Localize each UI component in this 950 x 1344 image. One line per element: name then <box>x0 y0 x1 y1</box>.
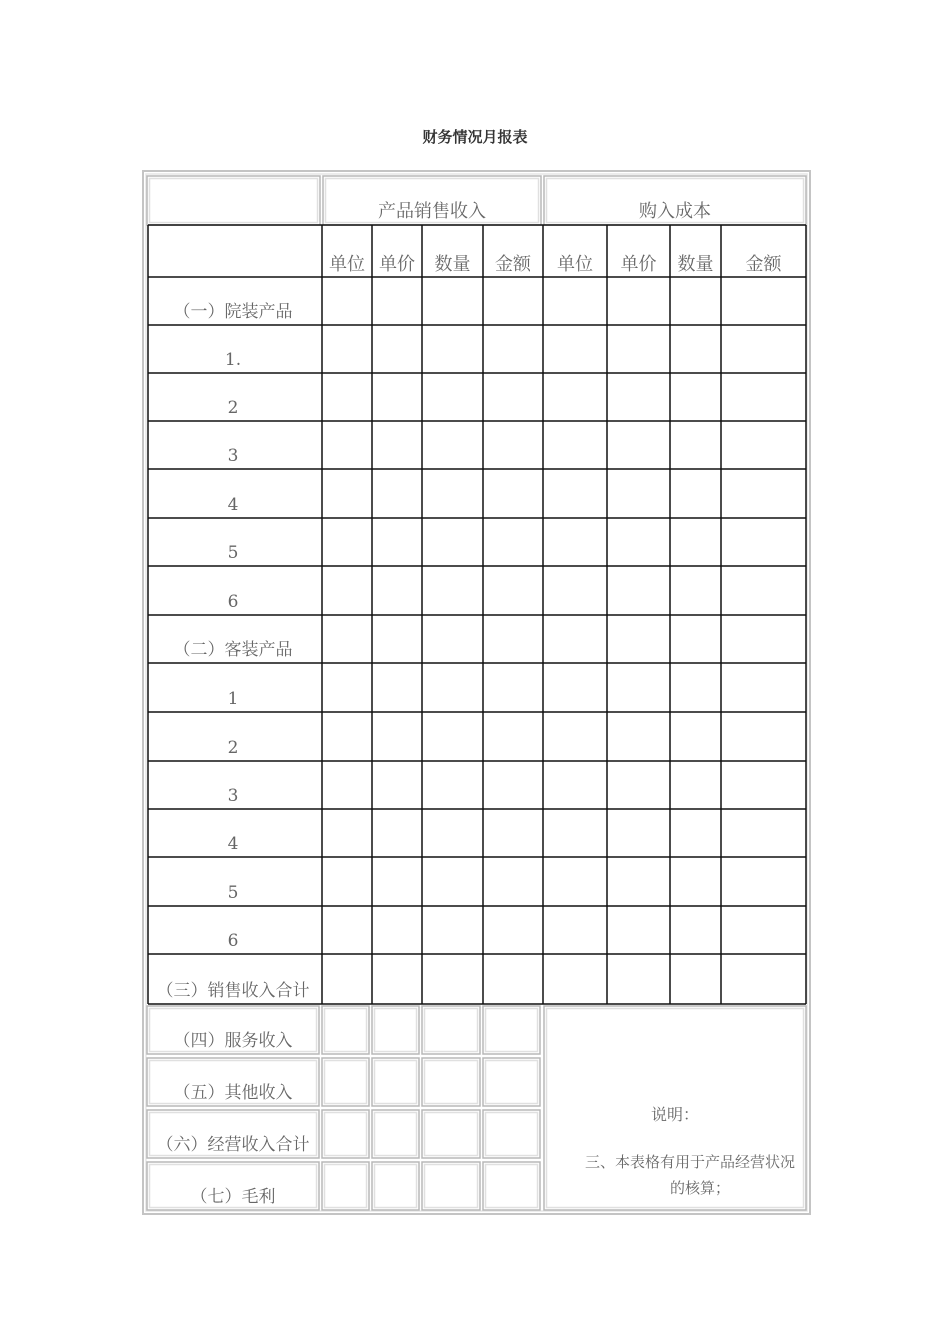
row-label: 4 <box>227 834 239 854</box>
row-label: 5 <box>227 543 239 563</box>
header-empty-cell <box>147 176 320 225</box>
bottom-value-cell-inner <box>325 1009 367 1052</box>
bottom-value-cell <box>372 1162 419 1210</box>
column-header: 金额 <box>745 254 782 275</box>
bottom-value-cell <box>483 1110 540 1158</box>
row-label: 3 <box>227 786 239 806</box>
bottom-value-cell-inner <box>425 1061 478 1104</box>
bottom-value-cell <box>422 1162 480 1210</box>
bottom-value-cell-inner <box>486 1113 538 1156</box>
bottom-row-label: （六）经营收入合计 <box>156 1135 310 1155</box>
group-header-cost: 购入成本 <box>639 201 711 222</box>
column-header: 金额 <box>495 254 531 275</box>
bottom-value-cell <box>322 1006 369 1054</box>
note-line-1: 三、本表格有用于产品经营状况 <box>584 1153 796 1171</box>
bottom-value-cell <box>422 1058 480 1106</box>
column-header: 数量 <box>434 254 471 275</box>
bottom-value-cell-inner <box>375 1165 417 1208</box>
row-label: 5 <box>227 883 239 903</box>
column-header: 数量 <box>677 254 714 275</box>
row-label: 1. <box>224 350 242 370</box>
column-header: 单位 <box>329 254 365 275</box>
bottom-value-cell <box>483 1162 540 1210</box>
bottom-value-cell-inner <box>425 1009 478 1052</box>
row-label: 1 <box>227 689 239 709</box>
row-label: （一）院装产品 <box>173 302 293 322</box>
bottom-value-cell <box>422 1006 480 1054</box>
bottom-value-cell-inner <box>425 1113 478 1156</box>
bottom-value-cell-inner <box>325 1113 367 1156</box>
bottom-value-cell <box>372 1058 419 1106</box>
bottom-value-cell-inner <box>375 1061 417 1104</box>
bottom-value-cell <box>372 1006 419 1054</box>
row-label: 2 <box>227 738 239 758</box>
bottom-value-cell <box>422 1110 480 1158</box>
row-label: 6 <box>227 592 239 612</box>
bottom-value-cell <box>322 1110 369 1158</box>
table-outer-border-inner <box>146 174 807 1211</box>
bottom-row-label: （七）毛利 <box>190 1187 276 1207</box>
row-label: 6 <box>227 931 239 951</box>
column-header: 单价 <box>379 254 415 275</box>
column-header: 单位 <box>557 254 593 275</box>
group-header-sales: 产品销售收入 <box>378 201 486 222</box>
bottom-value-cell-inner <box>486 1061 538 1104</box>
bottom-value-cell-inner <box>325 1061 367 1104</box>
bottom-value-cell <box>322 1162 369 1210</box>
header-empty-cell-inner <box>150 179 318 223</box>
bottom-value-cell-inner <box>486 1165 538 1208</box>
row-label: 3 <box>227 446 239 466</box>
row-label: 4 <box>227 495 239 515</box>
row-label: （三）销售收入合计 <box>156 981 310 1001</box>
bottom-value-cell <box>372 1110 419 1158</box>
bottom-value-cell-inner <box>425 1165 478 1208</box>
bottom-row-label: （四）服务收入 <box>173 1031 293 1051</box>
bottom-value-cell <box>322 1058 369 1106</box>
note-line-2: 的核算； <box>669 1179 731 1197</box>
note-title: 说明： <box>650 1105 700 1124</box>
bottom-value-cell <box>483 1006 540 1054</box>
bottom-value-cell-inner <box>375 1113 417 1156</box>
page-title: 财务情况月报表 <box>422 128 528 146</box>
bottom-value-cell-inner <box>375 1009 417 1052</box>
column-header: 单价 <box>620 254 657 275</box>
bottom-row-label: （五）其他收入 <box>173 1083 293 1103</box>
row-label: （二）客装产品 <box>173 640 293 660</box>
bottom-value-cell-inner <box>325 1165 367 1208</box>
row-label: 2 <box>227 398 239 418</box>
bottom-value-cell <box>483 1058 540 1106</box>
bottom-value-cell-inner <box>486 1009 538 1052</box>
